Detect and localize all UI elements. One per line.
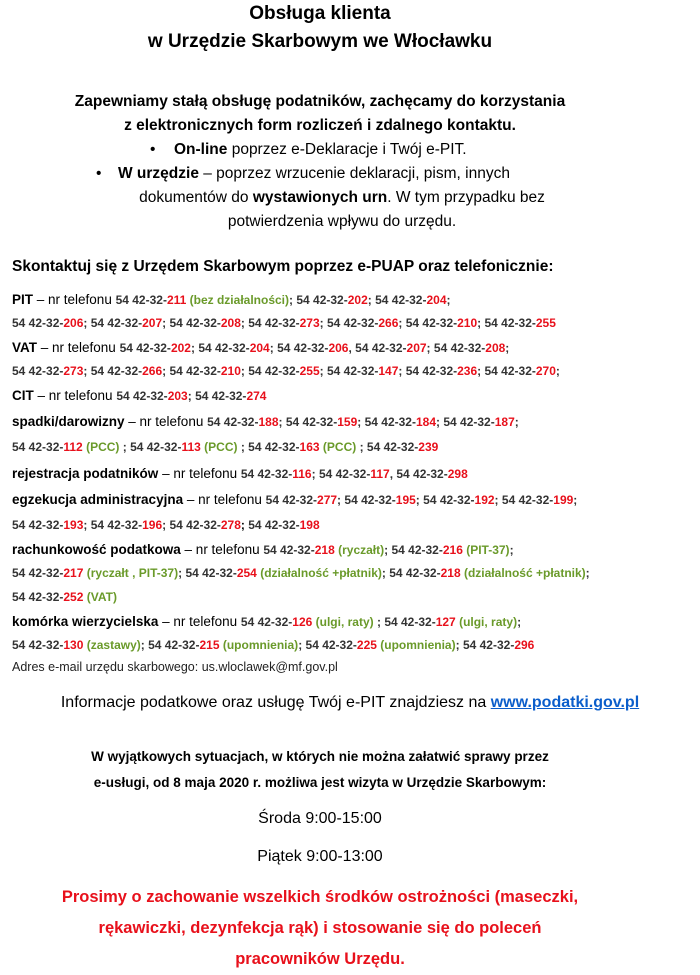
contact-line	[12, 590, 117, 604]
separator: ;	[357, 415, 365, 429]
phone-extension: 184	[415, 415, 436, 429]
separator: ;	[455, 638, 463, 652]
phone-number	[120, 341, 191, 355]
separator: ;	[162, 518, 170, 532]
phone-extension: 278	[220, 518, 241, 532]
phone-number	[443, 415, 514, 429]
separator: ;	[319, 364, 327, 378]
hours-wednesday: Środa 9:00-15:00	[258, 810, 382, 827]
phone-number	[116, 389, 187, 403]
phone-number	[463, 638, 534, 652]
contact-line	[12, 614, 521, 629]
phone-number	[12, 566, 83, 580]
phone-number	[241, 467, 312, 481]
phone-prefix: 54 42-32-	[185, 566, 237, 580]
contact-line	[12, 292, 451, 307]
intro-line-1: Zapewniamy stałą obsługę podatników, zachęcamy do korzystania	[74, 93, 566, 110]
separator: ;	[555, 364, 560, 378]
phone-extension: 211	[166, 293, 187, 307]
hours-friday: Piątek 9:00-13:00	[257, 848, 383, 865]
phone-prefix: 54 42-32-	[130, 440, 182, 454]
phone-extension: 215	[199, 638, 220, 652]
phone-prefix: 54 42-32-	[12, 440, 64, 454]
phone-extension: 202	[170, 341, 191, 355]
separator: ;	[398, 316, 406, 330]
phone-number	[391, 543, 462, 557]
phone-note: (VAT)	[83, 590, 117, 604]
office-line2-bold: wystawionych urn	[252, 189, 388, 206]
phone-number	[12, 364, 83, 378]
separator: ;	[83, 518, 91, 532]
separator: ;	[240, 518, 249, 532]
phone-number	[396, 467, 467, 481]
contact-line	[12, 388, 266, 403]
phone-extension: 208	[485, 341, 506, 355]
separator: ;	[337, 493, 345, 507]
phone-number	[389, 566, 460, 580]
phone-extension: 163	[299, 440, 320, 454]
phone-number	[306, 638, 377, 652]
contact-line	[12, 340, 509, 355]
category-label-komorka: komórka wierzycielska	[12, 614, 159, 629]
phone-note: (ulgi, raty)	[455, 615, 518, 629]
separator: ;	[240, 316, 249, 330]
separator: ;	[240, 364, 249, 378]
phone-extension: 218	[440, 566, 461, 580]
category-label-cit: CIT	[12, 388, 34, 403]
phone-note: (upomnienia)	[376, 638, 456, 652]
phone-number	[91, 518, 162, 532]
separator: ;	[514, 415, 519, 429]
phone-prefix: 54 42-32-	[12, 364, 64, 378]
phone-number	[406, 364, 477, 378]
phone-number	[434, 341, 505, 355]
phone-number	[170, 518, 241, 532]
phone-number	[12, 440, 83, 454]
bullet-online-bold: On-line	[174, 141, 228, 158]
category-label-vat: VAT	[12, 340, 37, 355]
contact-line	[12, 638, 534, 652]
phone-prefix: 54 42-32-	[405, 364, 458, 378]
contact-line	[12, 542, 514, 557]
phone-number	[195, 389, 266, 403]
contact-line	[12, 316, 556, 330]
separator: ;	[517, 615, 522, 629]
phone-prefix: 54 42-32-	[207, 415, 259, 429]
phone-prefix: 54 42-32-	[115, 293, 167, 307]
phone-note: (ryczałt , PIT-37)	[83, 566, 179, 580]
phone-number	[248, 364, 319, 378]
phone-extension: 254	[236, 566, 257, 580]
phone-extension: 216	[442, 543, 463, 557]
phone-extension: 273	[299, 316, 320, 330]
phone-number	[327, 316, 398, 330]
phone-extension: 193	[63, 518, 84, 532]
phone-prefix: 54 42-32-	[318, 467, 371, 481]
bullet-office-line-2	[0, 186, 640, 210]
category-label-rejestracja: rejestracja podatników	[12, 466, 159, 481]
visit-line-2: e-usługi, od 8 maja 2020 r. możliwa jest wizyta w Urzędzie Skarbowym:	[93, 775, 547, 790]
phone-number	[502, 493, 573, 507]
phone-prefix: 54 42-32-	[443, 415, 495, 429]
phone-extension: 225	[356, 638, 377, 652]
phone-prefix: 54 42-32-	[277, 341, 329, 355]
phone-note: (ryczałt)	[334, 543, 385, 557]
phone-prefix: 54 42-32-	[169, 364, 221, 378]
phone-extension: 147	[378, 364, 399, 378]
phone-prefix: 54 42-32-	[423, 493, 475, 507]
phone-extension: 206	[63, 316, 84, 330]
phone-prefix: 54 42-32-	[248, 316, 300, 330]
phone-number	[367, 440, 438, 454]
phone-extension: 198	[299, 518, 320, 532]
separator: ;	[367, 293, 376, 307]
warning-line-1: Prosimy o zachowanie wszelkich środków ostrożności (maseczki,	[61, 888, 579, 906]
phone-prefix: 54 42-32-	[484, 316, 536, 330]
phone-extension: 188	[258, 415, 279, 429]
phone-extension: 236	[457, 364, 478, 378]
podatki-link[interactable]: www.podatki.gov.pl	[490, 694, 640, 711]
phone-extension: 252	[63, 590, 84, 604]
phone-number	[406, 316, 477, 330]
phone-number	[170, 364, 241, 378]
phone-label: – nr telefonu	[124, 414, 208, 429]
phone-extension: 298	[447, 467, 468, 481]
phone-extension: 113	[181, 440, 201, 454]
phone-prefix: 54 42-32-	[169, 316, 221, 330]
phone-number	[91, 364, 162, 378]
phone-extension: 207	[406, 341, 427, 355]
phone-extension: 218	[314, 543, 335, 557]
separator: ;	[162, 316, 170, 330]
separator: ;	[140, 638, 149, 652]
bullet-office-text: – poprzez wrzucenie deklaracji, pism, innych	[198, 165, 510, 182]
phone-note: (PIT-37)	[462, 543, 510, 557]
separator: ;	[278, 415, 286, 429]
contact-line	[12, 492, 577, 507]
phone-prefix: 54 42-32-	[405, 316, 458, 330]
contact-line	[12, 466, 468, 481]
phone-prefix: 54 42-32-	[389, 566, 441, 580]
separator: ,	[348, 341, 356, 355]
phone-number	[12, 638, 83, 652]
phone-prefix: 54 42-32-	[12, 638, 64, 652]
phone-note: (ulgi, raty)	[312, 615, 374, 629]
separator: ;	[446, 293, 451, 307]
phone-extension: 273	[63, 364, 84, 378]
phone-extension: 208	[220, 316, 241, 330]
phone-prefix: 54 42-32-	[12, 518, 64, 532]
phone-prefix: 54 42-32-	[90, 364, 143, 378]
phone-label: – nr telefonu	[33, 292, 116, 307]
phone-number	[248, 316, 319, 330]
email-address[interactable]: us.wloclawek@mf.gov.pl	[201, 660, 338, 674]
separator: ;	[178, 566, 186, 580]
contact-line	[12, 440, 438, 454]
phone-prefix: 54 42-32-	[375, 293, 427, 307]
separator: ;	[237, 440, 249, 454]
warning-line-3: pracowników Urzędu.	[235, 950, 405, 968]
phone-number	[327, 364, 398, 378]
phone-number	[241, 615, 312, 629]
separator: ;	[187, 389, 196, 403]
phone-extension: 187	[494, 415, 515, 429]
phone-label: – nr telefonu	[183, 492, 266, 507]
phone-prefix: 54 42-32-	[248, 364, 300, 378]
bullet-office-line-3: potwierdzenia wpływu do urzędu.	[227, 213, 457, 230]
separator: ;	[477, 316, 485, 330]
phone-note: (działalność +płatnik)	[460, 566, 586, 580]
separator: ;	[398, 364, 406, 378]
phone-number	[296, 293, 367, 307]
bullet-online-text: poprzez e-Deklaracje i Twój e-PIT.	[227, 141, 467, 158]
separator: ;	[190, 341, 199, 355]
separator: ;	[384, 543, 392, 557]
phone-prefix: 54 42-32-	[327, 316, 379, 330]
phone-prefix: 54 42-32-	[240, 615, 293, 629]
title-line-2: w Urzędzie Skarbowym we Włocławku	[147, 31, 493, 52]
phone-number	[170, 316, 241, 330]
phone-number	[130, 440, 201, 454]
phone-prefix: 54 42-32-	[116, 389, 168, 403]
phone-prefix: 54 42-32-	[501, 493, 554, 507]
phone-extension: 296	[514, 638, 535, 652]
phone-extension: 204	[249, 341, 270, 355]
contact-line	[12, 566, 590, 580]
bullet-dot-icon: •	[150, 141, 156, 158]
phone-extension: 199	[553, 493, 574, 507]
phone-number	[12, 590, 83, 604]
phone-extension: 239	[418, 440, 439, 454]
phone-number	[286, 415, 357, 429]
phone-prefix: 54 42-32-	[484, 364, 536, 378]
info-text: Informacje podatkowe oraz usługę Twój e-PIT znajdziesz na	[60, 694, 491, 711]
phone-number	[384, 615, 455, 629]
phone-prefix: 54 42-32-	[384, 615, 436, 629]
phone-prefix: 54 42-32-	[119, 341, 171, 355]
phone-number	[116, 293, 187, 307]
separator: ;	[494, 493, 502, 507]
office-line2-b: . W tym przypadku bez	[387, 189, 545, 206]
phone-extension: 210	[457, 316, 478, 330]
phone-label: – nr telefonu	[180, 542, 264, 557]
phone-note: (zastawy)	[83, 638, 141, 652]
contact-line	[12, 414, 519, 429]
phone-extension: 159	[337, 415, 358, 429]
phone-number	[485, 364, 556, 378]
phone-extension: 255	[299, 364, 320, 378]
separator: ;	[585, 566, 590, 580]
phone-extension: 117	[370, 467, 390, 481]
email-label: Adres e-mail urzędu skarbowego:	[12, 660, 202, 674]
phone-number	[375, 293, 446, 307]
phone-note: (PCC)	[82, 440, 120, 454]
phone-number	[207, 415, 278, 429]
title-line-1: Obsługa klienta	[249, 3, 391, 24]
phone-prefix: 54 42-32-	[285, 415, 338, 429]
phone-prefix: 54 42-32-	[90, 518, 143, 532]
email-line	[12, 660, 338, 674]
office-line2-a: dokumentów do	[139, 189, 253, 206]
phone-prefix: 54 42-32-	[366, 440, 419, 454]
phone-number	[91, 316, 162, 330]
info-line	[0, 694, 700, 712]
category-label-pit: PIT	[12, 292, 34, 307]
separator: ;	[356, 440, 367, 454]
phone-number	[266, 493, 337, 507]
phone-prefix: 54 42-32-	[12, 566, 64, 580]
phone-prefix: 54 42-32-	[344, 493, 396, 507]
phone-prefix: 54 42-32-	[248, 518, 300, 532]
phone-number	[277, 341, 348, 355]
phone-extension: 192	[474, 493, 495, 507]
separator: ;	[269, 341, 278, 355]
phone-extension: 217	[63, 566, 84, 580]
phone-prefix: 54 42-32-	[462, 638, 515, 652]
warning-line-2: rękawiczki, dezynfekcja rąk) i stosowanie się do poleceń	[98, 919, 542, 937]
separator: ;	[83, 364, 91, 378]
phone-note: (działalność +płatnik)	[256, 566, 382, 580]
phone-label: – nr telefonu	[158, 614, 241, 629]
phone-extension: 210	[220, 364, 241, 378]
separator: ;	[415, 493, 424, 507]
phone-note: (upomnienia)	[219, 638, 299, 652]
phone-prefix: 54 42-32-	[305, 638, 357, 652]
phone-number	[344, 493, 415, 507]
phone-label: – nr telefonu	[37, 340, 120, 355]
phone-extension: 270	[535, 364, 556, 378]
bullet-office-bold: W urzędzie	[118, 165, 199, 182]
phone-extension: 206	[328, 341, 349, 355]
separator: ;	[83, 316, 91, 330]
contact-heading: Skontaktuj się z Urzędem Skarbowym poprzez e-PUAP oraz telefonicznie:	[12, 258, 554, 275]
phone-prefix: 54 42-32-	[364, 415, 416, 429]
intro-text	[0, 90, 640, 138]
phone-number	[485, 316, 556, 330]
phone-extension: 277	[317, 493, 338, 507]
contact-line	[12, 364, 560, 378]
separator: ;	[436, 415, 444, 429]
separator: ;	[319, 316, 327, 330]
warning-text	[0, 882, 640, 975]
phone-number	[248, 440, 319, 454]
phone-extension: 112	[63, 440, 83, 454]
phone-label: – nr telefonu	[158, 466, 241, 481]
phone-prefix: 54 42-32-	[396, 467, 448, 481]
phone-number	[423, 493, 494, 507]
separator: ;	[426, 341, 434, 355]
phone-prefix: 54 42-32-	[12, 316, 64, 330]
phone-extension: 274	[246, 389, 267, 403]
phone-number	[319, 467, 390, 481]
category-label-egzekucja: egzekucja administracyjna	[12, 492, 184, 507]
separator: ;	[573, 493, 578, 507]
bullet-office	[0, 162, 640, 186]
page-title	[0, 0, 640, 56]
separator: ;	[119, 440, 131, 454]
phone-number	[12, 316, 83, 330]
phone-prefix: 54 42-32-	[248, 440, 300, 454]
phone-prefix: 54 42-32-	[296, 293, 348, 307]
phone-prefix: 54 42-32-	[240, 467, 293, 481]
phone-label: – nr telefonu	[33, 388, 117, 403]
category-label-rachunkowosc: rachunkowość podatkowa	[12, 542, 181, 557]
contact-line	[12, 518, 320, 532]
phone-extension: 195	[395, 493, 416, 507]
phone-number	[263, 543, 334, 557]
phone-extension: 202	[347, 293, 368, 307]
phone-extension: 204	[426, 293, 447, 307]
visit-line-1: W wyjątkowych sytuacjach, w których nie można załatwić sprawy przez	[91, 749, 549, 764]
phone-prefix: 54 42-32-	[355, 341, 407, 355]
phone-note: (PCC)	[319, 440, 357, 454]
bullet-dot-icon: •	[96, 165, 102, 182]
phone-number	[185, 566, 256, 580]
phone-note: (PCC)	[200, 440, 238, 454]
visit-text	[0, 744, 640, 796]
phone-extension: 127	[435, 615, 456, 629]
separator: ;	[289, 293, 297, 307]
separator: ;	[477, 364, 485, 378]
phone-extension: 266	[142, 364, 163, 378]
phone-prefix: 54 42-32-	[265, 493, 318, 507]
separator: ;	[311, 467, 319, 481]
phone-extension: 203	[167, 389, 188, 403]
phone-prefix: 54 42-32-	[433, 341, 486, 355]
separator: ;	[373, 615, 385, 629]
separator: ;	[162, 364, 170, 378]
separator: ,	[389, 467, 397, 481]
phone-prefix: 54 42-32-	[391, 543, 443, 557]
bullet-list	[0, 138, 640, 234]
phone-extension: 130	[63, 638, 84, 652]
separator: ;	[509, 543, 514, 557]
phone-extension: 126	[292, 615, 313, 629]
separator: ;	[381, 566, 390, 580]
bullet-online	[0, 138, 640, 162]
phone-prefix: 54 42-32-	[148, 638, 200, 652]
phone-prefix: 54 42-32-	[12, 590, 64, 604]
phone-number	[148, 638, 219, 652]
phone-extension: 207	[142, 316, 163, 330]
phone-number	[198, 341, 269, 355]
phone-prefix: 54 42-32-	[169, 518, 221, 532]
phone-prefix: 54 42-32-	[90, 316, 143, 330]
phone-prefix: 54 42-32-	[198, 341, 250, 355]
phone-prefix: 54 42-32-	[195, 389, 247, 403]
phone-extension: 196	[142, 518, 163, 532]
phone-extension: 266	[378, 316, 399, 330]
intro-line-2: z elektronicznych form rozliczeń i zdalnego kontaktu.	[124, 117, 516, 134]
phone-note: (bez działalności)	[186, 293, 289, 307]
phone-number	[12, 518, 83, 532]
phone-number	[248, 518, 319, 532]
phone-number	[355, 341, 426, 355]
phone-extension: 116	[292, 467, 312, 481]
phone-number	[365, 415, 436, 429]
separator: ;	[298, 638, 306, 652]
phone-extension: 255	[535, 316, 556, 330]
separator: ;	[505, 341, 510, 355]
category-label-spadki: spadki/darowizny	[12, 414, 125, 429]
phone-prefix: 54 42-32-	[327, 364, 379, 378]
phone-prefix: 54 42-32-	[263, 543, 315, 557]
